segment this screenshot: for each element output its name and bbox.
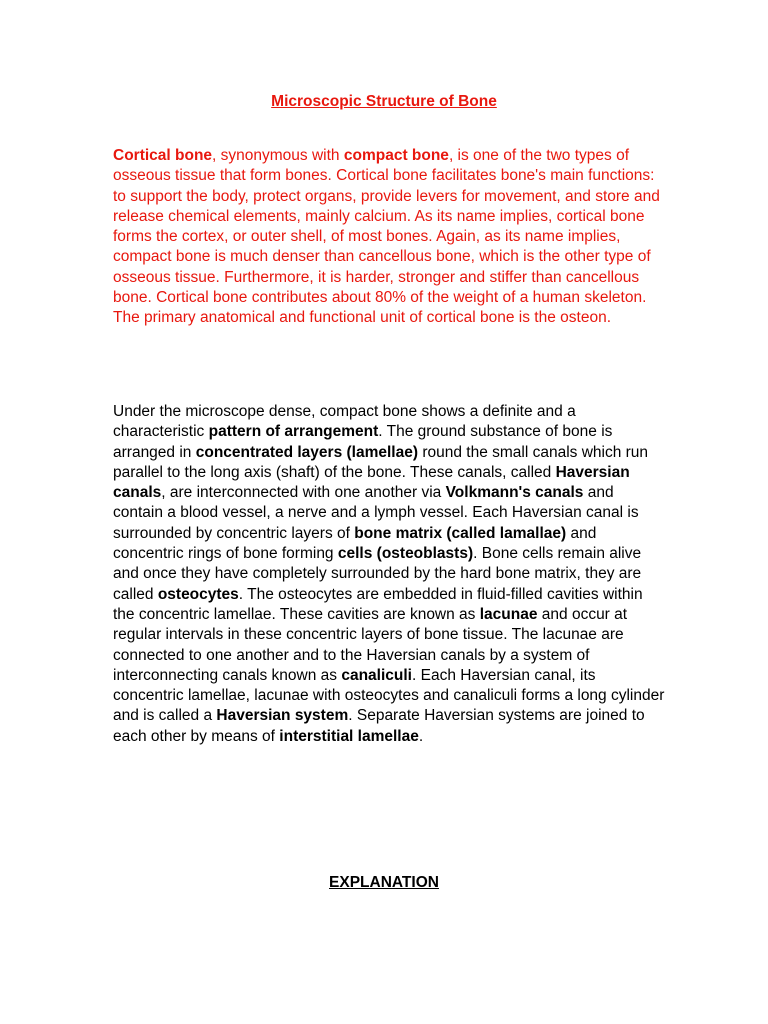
- paragraph-segment: osteocytes: [157, 585, 239, 603]
- paragraph-segment: cells (osteoblasts): [337, 545, 474, 563]
- paragraph-segment: lacunae: [479, 605, 538, 623]
- paragraph-segment: . Bone cells remain alive and once they have completely surrounded by the hard bone matrix, they are called: [113, 545, 642, 603]
- paragraph-segment: and concentric rings of bone forming: [113, 524, 597, 563]
- paragraph-segment: . Separate Haversian systems are joined to each other by means of: [113, 707, 645, 745]
- paragraph-segment: compact bone: [343, 147, 449, 164]
- paragraph-segment: and contain a blood vessel, a nerve and a lymph vessel. Each Haversian canal is surrounded by concentric layers of: [113, 484, 639, 542]
- paragraph-microscope: [113, 402, 665, 747]
- paragraph-segment: , are interconnected with one another via: [161, 484, 446, 502]
- paragraph-segment: canaliculi: [341, 666, 412, 684]
- document-title: Microscopic Structure of Bone: [271, 93, 497, 110]
- paragraph-segment: round the small canals which run parallel to the long axis (shaft) of the bone. These canals, called: [113, 443, 649, 481]
- paragraph-segment: Haversian canals: [113, 463, 630, 502]
- paragraph-segment: Volkmann's canals: [445, 484, 584, 502]
- paragraph-segment: pattern of arrangement: [208, 423, 379, 441]
- paragraph-segment: , synonymous with: [212, 147, 344, 164]
- paragraph-segment: . The ground substance of bone is arranged in: [113, 423, 613, 461]
- paragraph-segment: , is one of the two types of osseous tissue that form bones. Cortical bone facilitates bone's main functions: to support the body, protect organs, provide levers for movement, and store and release chemical elements, mainly calcium. As its name implies, cortical bone forms the cortex, or outer shell, of most bones. Again, as its name implies, compact bone is much denser than cancellous bone, which is the other type of osseous tissue. Furthermore, it is harder, stronger and stiffer than cancellous bone. Cortical bone contributes about 80% of the weight of a human skeleton. The primary anatomical and functional unit of cortical bone is the osteon.: [113, 147, 660, 327]
- paragraph-segment: . The osteocytes are embedded in fluid-filled cavities within the concentric lamellae. These cavities are known as: [113, 585, 643, 623]
- paragraph-segment: and occur at regular intervals in these concentric layers of bone tissue. The lacunae are connected to one another and to the Haversian canals by a system of interconnecting canals known as: [113, 605, 628, 684]
- paragraph-segment: . Each Haversian canal, its concentric lamellae, lacunae with osteocytes and canaliculi forms a long cylinder and is called a: [113, 666, 665, 725]
- paragraph-segment: Under the microscope dense, compact bone shows a definite and a characteristic: [113, 403, 576, 441]
- paragraph-segment: bone matrix (called lamallae): [354, 524, 567, 542]
- paragraph-segment: interstitial lamellae: [279, 727, 419, 745]
- explanation-heading: EXPLANATION: [329, 874, 439, 891]
- paragraph-segment: concentrated layers (lamellae): [195, 443, 419, 461]
- paragraph-segment: Haversian system: [216, 707, 349, 725]
- paragraph-segment: Cortical bone: [113, 147, 213, 164]
- paragraph-cortical-bone: [113, 146, 665, 329]
- paragraph-segment: .: [418, 727, 424, 745]
